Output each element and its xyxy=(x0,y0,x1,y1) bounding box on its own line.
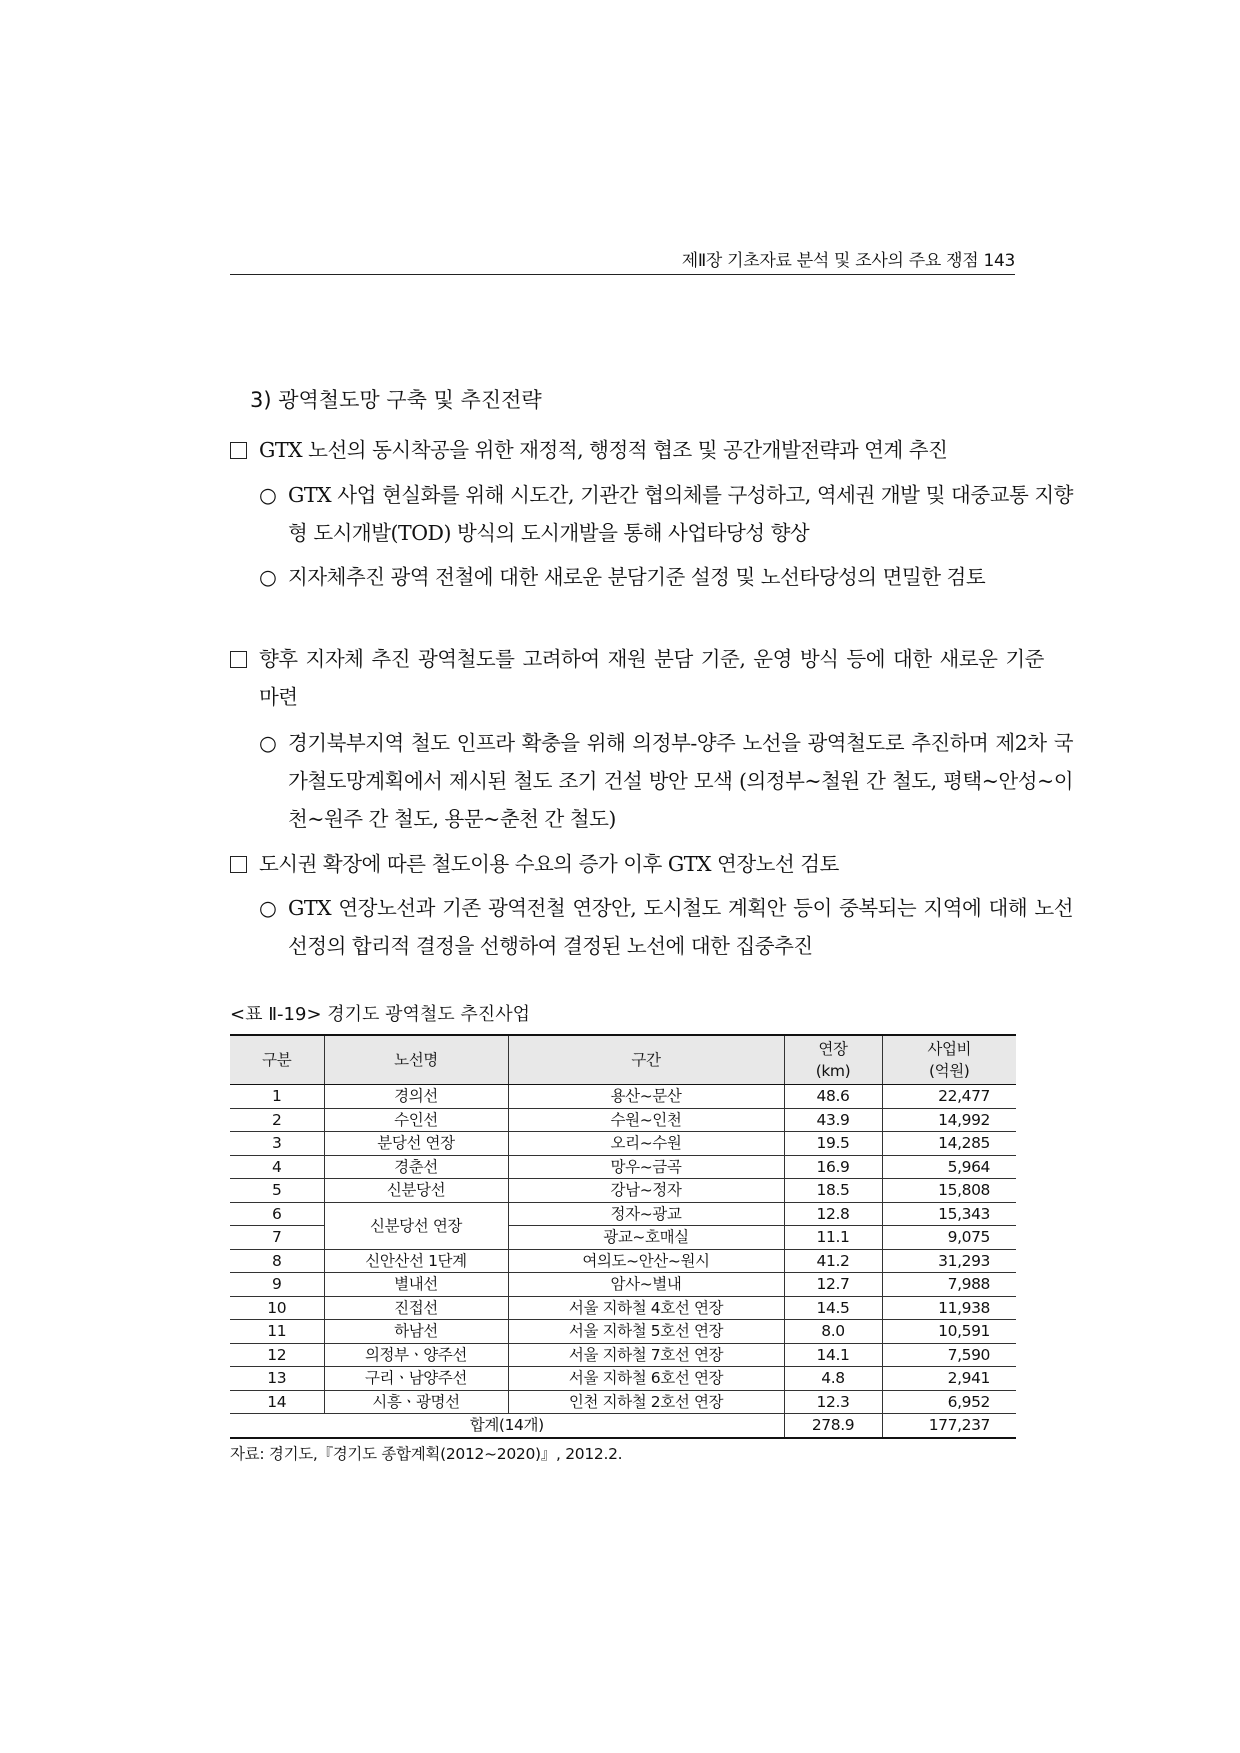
bullet-square-1: GTX 노선의 동시착공을 위한 재정적, 행정적 협조 및 공간개발전략과 연계 추진 xyxy=(230,431,1044,469)
circle-bullet-icon: ○ xyxy=(259,565,277,589)
col-header-no: 구분 xyxy=(230,1035,324,1085)
table-row: 14 시흥ㆍ광명선 인천 지하철 2호선 연장 12.3 6,952 xyxy=(230,1390,1016,1414)
table-source-note: 자료: 경기도,『경기도 종합계획(2012~2020)』, 2012.2. xyxy=(230,1445,623,1463)
bullet-square-2: 향후 지자체 추진 광역철도를 고려하여 재원 분담 기준, 운영 방식 등에 대한 새로운 기준 마련 xyxy=(230,640,1044,716)
table-row: 1 경의선 용산~문산 48.6 22,477 xyxy=(230,1085,1016,1109)
bullet-circle-1: ○ GTX 사업 현실화를 위해 시도간, 기관간 협의체를 구성하고, 역세권 개발 및 대중교통 지향형 도시개발(TOD) 방식의 도시개발을 통해 사업타당성 향상 xyxy=(230,476,1073,552)
section-title: 3) 광역철도망 구축 및 추진전략 xyxy=(250,388,542,412)
circle-bullet-icon: ○ xyxy=(259,896,277,920)
table-row: 5 신분당선 강남~정자 18.5 15,808 xyxy=(230,1179,1016,1203)
col-header-section: 구간 xyxy=(508,1035,784,1085)
circle-bullet-icon: ○ xyxy=(259,483,277,507)
rail-projects-table xyxy=(230,1034,1016,1439)
table-row: 8 신안산선 1단계 여의도~안산~원시 41.2 31,293 xyxy=(230,1249,1016,1273)
table-row: 9 별내선 암사~별내 12.7 7,988 xyxy=(230,1273,1016,1297)
table-row: 2 수인선 수원~인천 43.9 14,992 xyxy=(230,1108,1016,1132)
checkbox-square-icon xyxy=(230,856,247,873)
bullet-square-3: 도시권 확장에 따른 철도이용 수요의 증가 이후 GTX 연장노선 검토 xyxy=(230,845,1044,883)
table-row: 12 의정부ㆍ양주선 서울 지하철 7호선 연장 14.1 7,590 xyxy=(230,1343,1016,1367)
circle-bullet-icon: ○ xyxy=(259,731,277,755)
table-row: 7 광교~호매실 11.1 9,075 xyxy=(230,1226,1016,1250)
table-row: 10 진접선 서울 지하철 4호선 연장 14.5 11,938 xyxy=(230,1296,1016,1320)
checkbox-square-icon xyxy=(230,651,247,668)
table-total-row: 합계(14개) 278.9 177,237 xyxy=(230,1414,1016,1438)
checkbox-square-icon xyxy=(230,442,247,459)
table-row: 13 구리ㆍ남양주선 서울 지하철 6호선 연장 4.8 2,941 xyxy=(230,1367,1016,1391)
bullet-circle-3: ○ 경기북부지역 철도 인프라 확충을 위해 의정부-양주 노선을 광역철도로 추진하며 제2차 국가철도망계획에서 제시된 철도 조기 건설 방안 모색 (의정부~철원 간 철도, 평택~안성~이천~원주 간 철도, 용문~춘천 간 철도) xyxy=(230,724,1073,838)
bullet-circle-2: ○ 지자체추진 광역 전철에 대한 새로운 분담기준 설정 및 노선타당성의 면밀한 검토 xyxy=(230,558,1073,596)
bullet-circle-4: ○ GTX 연장노선과 기존 광역전철 연장안, 도시철도 계획안 등이 중복되는 지역에 대해 노선선정의 합리적 결정을 선행하여 결정된 노선에 대한 집중추진 xyxy=(230,889,1073,965)
table-row: 3 분당선 연장 오리~수원 19.5 14,285 xyxy=(230,1132,1016,1156)
table-row: 6 신분당선 연장 정자~광교 12.8 15,343 xyxy=(230,1202,1016,1226)
table-row: 4 경춘선 망우~금곡 16.9 5,964 xyxy=(230,1155,1016,1179)
col-header-line: 노선명 xyxy=(324,1035,508,1085)
col-header-length: 연장 (km) xyxy=(784,1035,882,1085)
col-header-cost: 사업비 (억원) xyxy=(882,1035,1016,1085)
table-caption: <표 Ⅱ-19> 경기도 광역철도 추진사업 xyxy=(230,1004,530,1025)
page-header: 제Ⅱ장 기초자료 분석 및 조사의 주요 쟁점 143 xyxy=(230,248,1015,275)
table-header-row xyxy=(230,1035,1016,1085)
table-row: 11 하남선 서울 지하철 5호선 연장 8.0 10,591 xyxy=(230,1320,1016,1344)
